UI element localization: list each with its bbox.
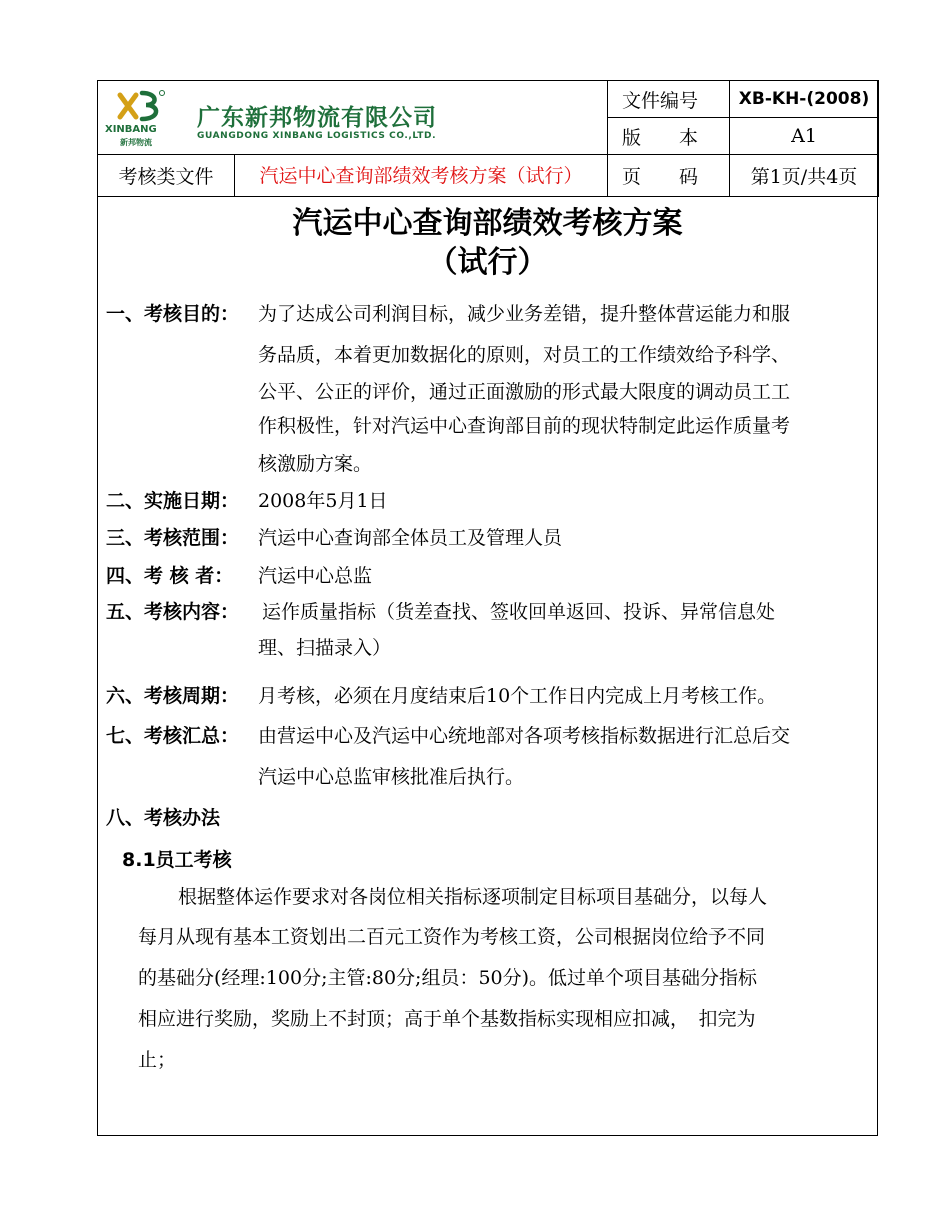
section-5-label: 五、考核内容： — [106, 601, 240, 623]
section-7-label: 七、考核汇总： — [106, 725, 240, 747]
section-3-text: 汽运中心查询部全体员工及管理人员 — [258, 527, 563, 549]
company-logo-block — [98, 81, 608, 155]
section-6-text: 月考核，必须在月度结束后10个工作日内完成上月考核工作。 — [258, 685, 777, 707]
logo-brand-cn-text: 新邦物流 — [120, 138, 152, 147]
version-value: A1 — [730, 118, 879, 155]
page-label: 页 码 — [608, 155, 730, 197]
company-name-cn: 广东新邦物流有限公司 — [197, 105, 437, 131]
section-1-line: 务品质，本着更加数据化的原则，对员工的工作绩效给予科学、 — [258, 344, 791, 366]
category-title — [235, 155, 608, 197]
section-5-line: 理、扫描录入） — [258, 637, 392, 659]
section-8-1-label: 8.1员工考核 — [122, 849, 232, 871]
section-1-line: 核激励方案。 — [258, 453, 373, 475]
section-7-line: 由营运中心及汽运中心统地部对各项考核指标数据进行汇总后交 — [258, 725, 791, 747]
section-8-label: 八、考核办法 — [106, 807, 221, 829]
section-8-1-line: 根据整体运作要求对各岗位相关指标逐项制定目标项目基础分，以每人 — [178, 886, 768, 908]
logo-brand-text: XINBANG — [105, 124, 157, 135]
section-1-label: 一、考核目的： — [106, 303, 240, 325]
doc-no-value: XB-KH-(2008) — [730, 81, 879, 118]
document-header-table — [97, 80, 879, 197]
company-name-en: GUANGDONG XINBANG LOGISTICS CO.,LTD. — [197, 131, 437, 141]
section-5-line: 运作质量指标（货差查找、签收回单返回、投诉、异常信息处 — [262, 601, 776, 623]
section-2-label: 二、实施日期： — [106, 490, 240, 512]
section-1-line: 作积极性，针对汽运中心查询部目前的现状特制定此运作质量考 — [258, 415, 791, 437]
section-4-text: 汽运中心总监 — [258, 565, 373, 587]
document-title: 汽运中心查询部绩效考核方案 — [292, 206, 683, 241]
category-label: 考核类文件 — [98, 155, 235, 197]
section-7-line: 汽运中心总监审核批准后执行。 — [258, 766, 525, 788]
section-6-label: 六、考核周期： — [106, 685, 240, 707]
version-label: 版 本 — [608, 118, 730, 155]
category-title-text: 汽运中心查询部绩效考核方案（试行） — [259, 164, 583, 187]
doc-no-label: 文件编号 — [608, 81, 730, 118]
section-1-line: 公平、公正的评价，通过正面激励的形式最大限度的调动员工工 — [258, 381, 791, 403]
section-8-1-line: 止； — [138, 1049, 177, 1071]
section-2-text: 2008年5月1日 — [258, 490, 388, 512]
page-value: 第1页/共4页 — [730, 155, 879, 197]
section-8-1-line: 每月从现有基本工资划出二百元工资作为考核工资，公司根据岗位给予不同 — [138, 926, 766, 948]
section-8-1-line: 的基础分(经理:100分;主管:80分;组员：50分)。低过单个项目基础分指标 — [138, 967, 758, 989]
section-4-label: 四、考 核 者： — [106, 565, 234, 587]
document-subtitle: （试行） — [427, 245, 548, 280]
section-1-line: 为了达成公司利润目标，减少业务差错，提升整体营运能力和服 — [258, 303, 791, 325]
section-3-label: 三、考核范围： — [106, 527, 240, 549]
section-8-1-line: 相应进行奖励，奖励上不封顶；高于单个基数指标实现相应扣减， 扣完为 — [138, 1008, 756, 1030]
